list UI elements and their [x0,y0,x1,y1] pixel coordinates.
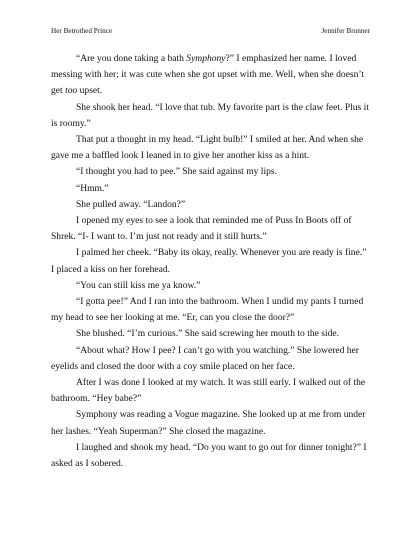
book-title: Her Betrothed Prince [51,27,113,35]
paragraph: After I was done I looked at my watch. It was still early. I walked out of the bathroom. “Hey babe?” [51,377,366,405]
emphasized-word: too [65,85,78,97]
author-name: Jennifer Brunner [321,27,370,35]
paragraph: Symphony was reading a Vogue magazine. She looked up at me from under her lashes. “Yeah Superman?” She closed the magazine. [51,409,366,437]
paragraph: She pulled away. “Landon?” [76,198,186,210]
paragraph: I opened my eyes to see a look that reminded me of Puss In Boots off of Shrek. “I- I want to. I’m just not ready and it still hurts.” [51,215,352,243]
paragraph: “I thought you had to pee.” She said against my lips. [76,166,277,178]
paragraph: I laughed and shook my head. “Do you want to go out for dinner tonight?” I asked as I sobered. [51,441,367,470]
paragraph: “I gotta pee!” And I ran into the bathroom. When I undid my pants I turned my head to see her looking at me. “Er, can you close the door?” [51,296,364,324]
paragraph: “You can still kiss me ya know.” [76,279,201,291]
paragraph: That put a thought in my head. “Light bulb!” I smiled at her. And when she gave me a baffled look I leaned in to give her another kiss as a hint. [51,134,364,162]
body-text [51,51,370,472]
paragraph: She blushed. “I’m curious.” She said screwing her mouth to the side. [76,328,340,340]
paragraph: I palmed her cheek. “Baby its okay, really. Whenever you are ready is fine.” I placed a kiss on her forehead. [51,247,367,275]
paragraph: “Hmm.” [76,182,109,194]
paragraph: “Are you done taking a bath Symphony?” I emphasized her name. I loved messing with her; it was cute when she got upset with me. Well, when she doesn’t get too upset. [51,53,365,97]
emphasized-name: Symphony [186,53,226,64]
paragraph: “About what? How I pee? I can’t go with you watching.” She lowered her eyelids and closed the door with a coy smile placed on her face. [51,344,359,372]
paragraph: She shook her head. “I love that tub. My favorite part is the claw feet. Plus it is roomy.” [51,101,369,129]
